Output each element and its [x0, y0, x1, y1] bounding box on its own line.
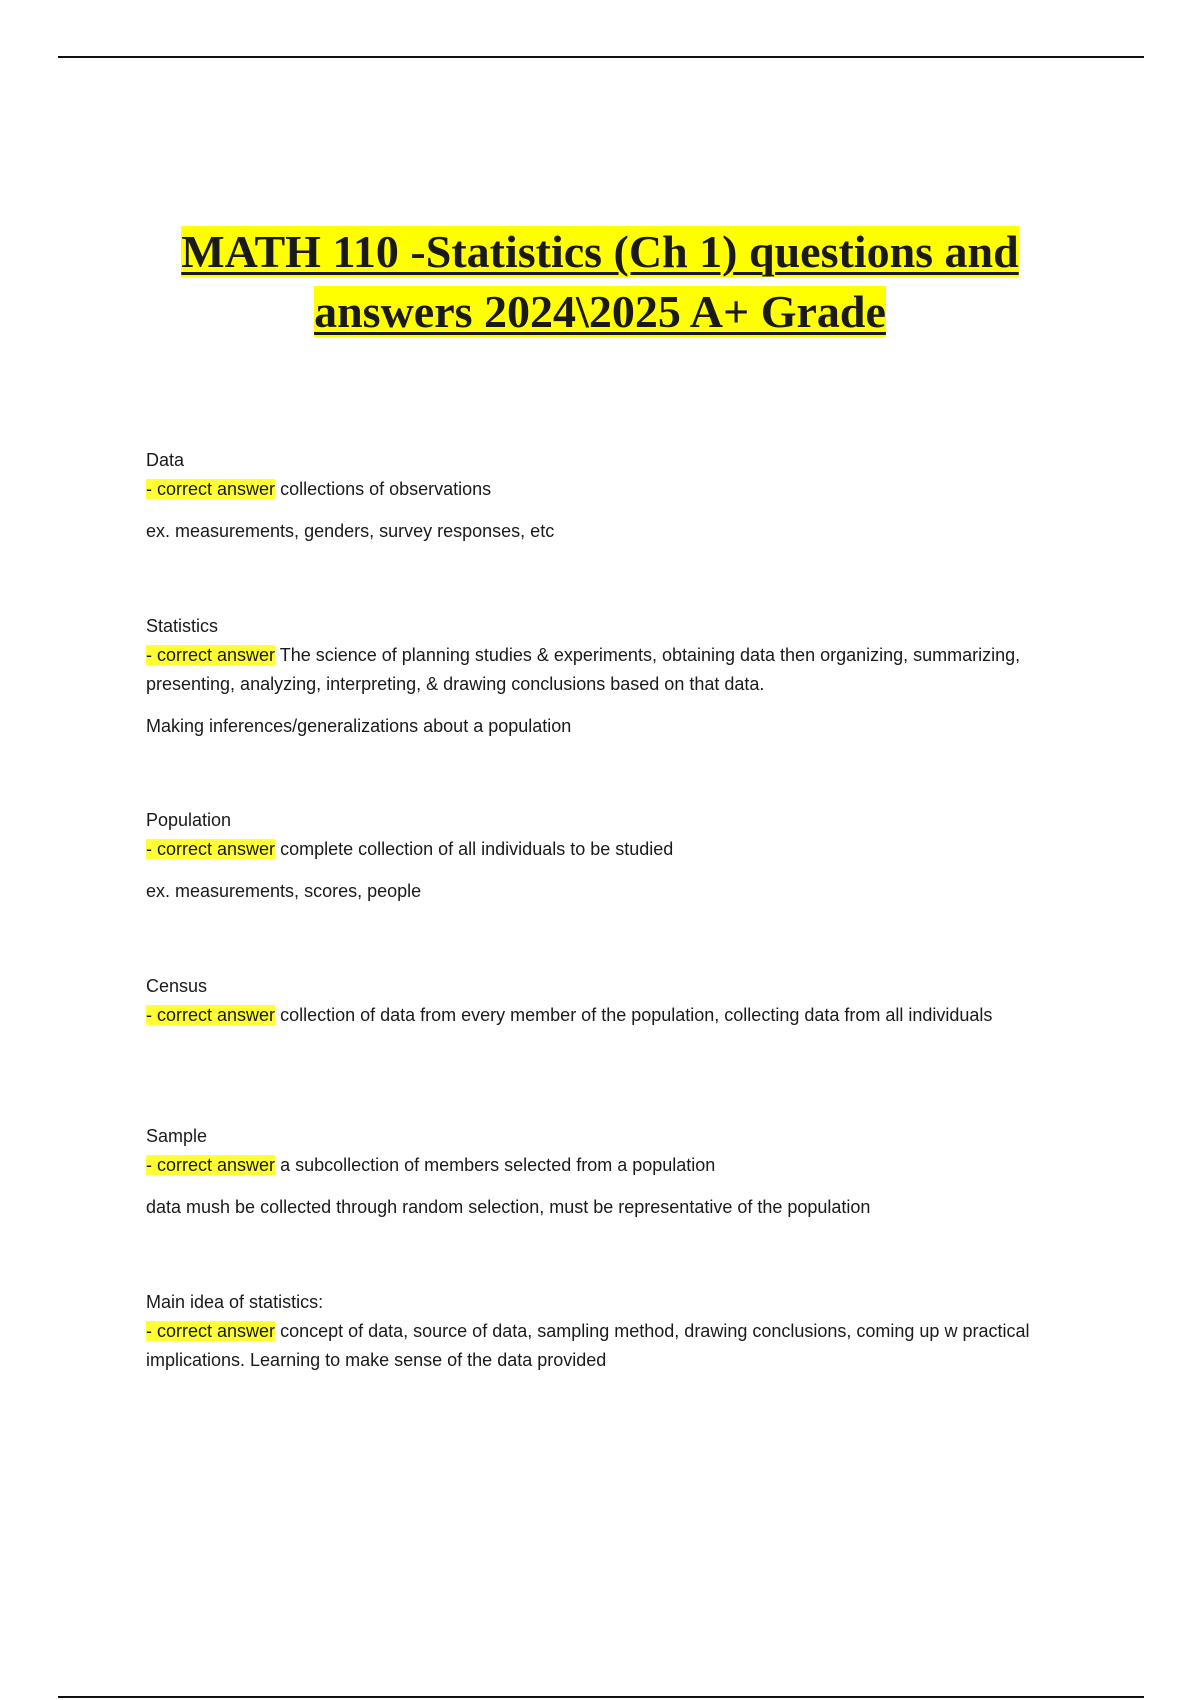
correct-answer-label: - correct answer	[146, 1155, 276, 1175]
note: ex. measurements, genders, survey responses, etc	[146, 521, 555, 541]
note: ex. measurements, scores, people	[146, 881, 422, 901]
answer-text: concept of data, source of data, sampling method, drawing conclusions, coming up w practical implications. Learning to make sense of the data provided	[146, 1321, 1030, 1370]
qa-entry-statistics	[146, 612, 1086, 741]
correct-answer-label: - correct answer	[146, 645, 276, 665]
correct-answer-label: - correct answer	[146, 479, 276, 499]
bottom-rule	[58, 1696, 1144, 1698]
term: Main idea of statistics:	[146, 1292, 324, 1312]
title-line-2: answers 2024\2025 A+ Grade	[314, 286, 886, 337]
answer-text: complete collection of all individuals to be studied	[280, 839, 674, 859]
correct-answer-label: - correct answer	[146, 839, 276, 859]
correct-answer-label: - correct answer	[146, 1321, 276, 1341]
qa-entry-sample	[146, 1122, 1086, 1222]
answer-text: a subcollection of members selected from a population	[280, 1155, 716, 1175]
answer	[146, 641, 1086, 699]
answer	[146, 835, 1086, 864]
term: Population	[146, 810, 232, 830]
answer	[146, 1001, 1086, 1030]
qa-entry-main-idea	[146, 1288, 1086, 1375]
title-line-1: MATH 110 -Statistics (Ch 1) questions and	[181, 226, 1019, 277]
term: Sample	[146, 1126, 208, 1146]
answer	[146, 475, 1086, 504]
answer-text: collection of data from every member of the population, collecting data from all individuals	[280, 1005, 993, 1025]
answer-text: The science of planning studies & experiments, obtaining data then organizing, summarizing, presenting, analyzing, interpreting, & drawing conclusions based on that data.	[146, 645, 1021, 694]
answer-text: collections of observations	[280, 479, 492, 499]
qa-entry-population	[146, 806, 1086, 906]
qa-entry-census	[146, 972, 1086, 1030]
note: data mush be collected through random selection, must be representative of the population	[146, 1197, 871, 1217]
term: Statistics	[146, 616, 219, 636]
answer	[146, 1151, 1086, 1180]
qa-entry-data	[146, 446, 1086, 546]
correct-answer-label: - correct answer	[146, 1005, 276, 1025]
term: Census	[146, 976, 208, 996]
term: Data	[146, 450, 185, 470]
top-rule	[58, 56, 1144, 58]
document-title	[100, 222, 1100, 342]
note: Making inferences/generalizations about a population	[146, 716, 572, 736]
answer	[146, 1317, 1086, 1375]
